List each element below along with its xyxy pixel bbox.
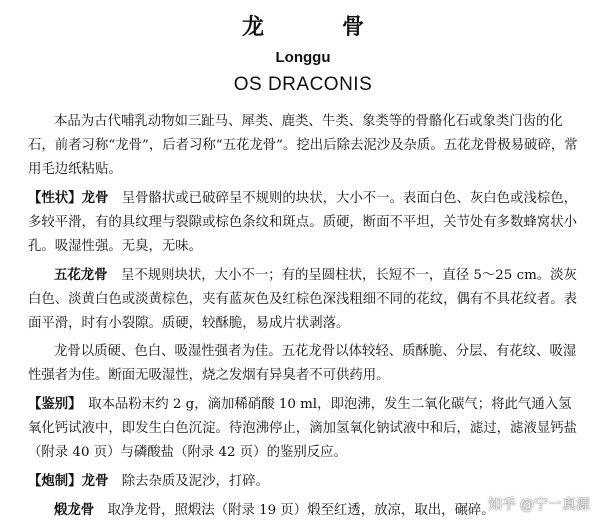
duan-heading: 煅龙骨	[54, 502, 95, 518]
paozhi-heading: 龙骨	[81, 473, 109, 489]
xingzhuang-paragraph	[28, 186, 578, 259]
jianbie-label: 【鉴别】	[28, 396, 82, 412]
xingzhuang-label: 【性状】	[28, 190, 82, 206]
wuhua-paragraph	[28, 263, 578, 336]
paozhi-paragraph	[28, 469, 578, 494]
xingzhuang-text: 呈骨骼状或已破碎呈不规则的块状，大小不一。表面白色、灰白色或浅棕色，多较平滑，有的具纹理与裂隙或棕色条纹和斑点。质硬，断面不平坦，关节处有多数蜂窝状小孔。吸湿性强。无臭，无味。	[28, 191, 578, 254]
watermark	[488, 494, 590, 514]
longgu-heading: 龙骨	[81, 190, 109, 206]
page-title: 龙 骨	[241, 14, 392, 40]
wuhua-heading: 五花龙骨	[54, 267, 108, 283]
jianbie-text: 取本品粉末约 2 g，滴加稀硝酸 10 ml，即泡沸，发生二氧化碳气；将此气通入氢氧化钙试液中，即发生白色沉淀。待泡沸停止，滴加氢氧化钠试液中和后，滤过，滤液显钙盐（附录 40 页）与磷酸盐（附录 42 页）的鉴别反应。	[28, 397, 578, 460]
jianbie-paragraph	[28, 392, 578, 465]
paozhi-label: 【炮制】	[28, 473, 82, 489]
wuhua-text: 呈不规则块状，大小不一；有的呈圆柱状，长短不一，直径 5～25 cm。淡灰白色、淡黄白色或淡黄棕色，夹有蓝灰色及红棕色深浅粗细不同的花纹，偶有不具花纹者。表面平滑，时有小裂隙。质硬，较酥脆，易成片状剥落。	[28, 268, 578, 331]
watermark-author: @宁一真源	[520, 497, 590, 513]
duan-text: 取净龙骨，照煅法（附录 19 页）煅至红透，放凉，取出，碾碎。	[107, 503, 495, 518]
latin-title: OS DRACONIS	[233, 74, 373, 95]
intro-paragraph: 本品为古代哺乳动物如三趾马、犀类、鹿类、牛类、象类等的骨骼化石或象类门齿的化石，前者习称“龙骨”，后者习称“五花龙骨”。挖出后除去泥沙及杂质。五花龙骨极易破碎，常用毛边纸粘贴。	[28, 114, 578, 177]
watermark-site: 知乎	[488, 497, 516, 513]
quality-paragraph: 龙骨以质硬、色白、吸湿性强者为佳。五花龙骨以体较轻、质酥脆、分层、有花纹、吸湿性强者为佳。断面无吸湿性，烧之发烟有异臭者不可供药用。	[28, 344, 577, 383]
pinyin-title: Longgu	[275, 49, 331, 66]
paozhi-text: 除去杂质及泥沙，打碎。	[121, 474, 270, 489]
